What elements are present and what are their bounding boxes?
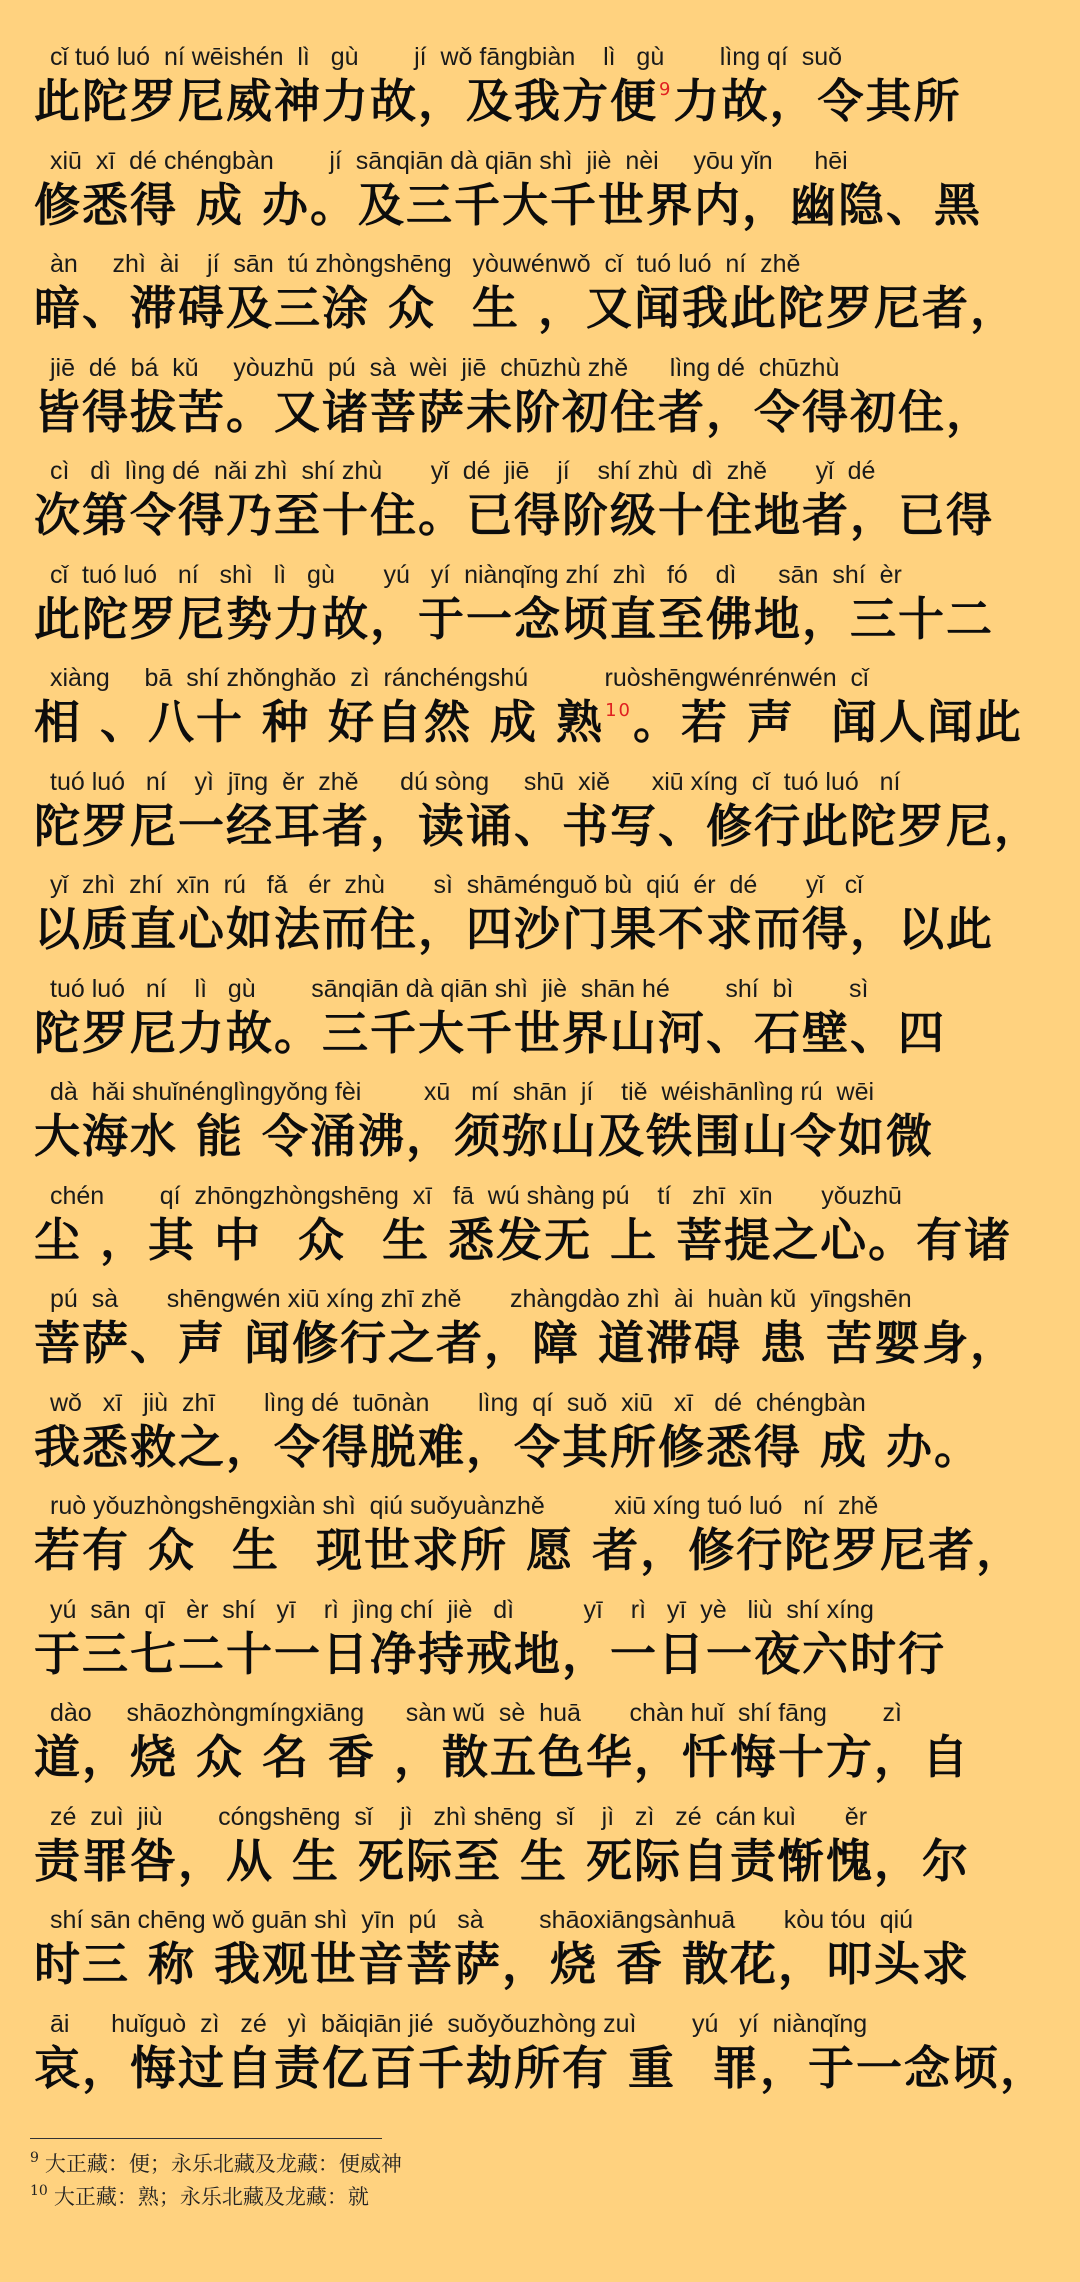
hanzi-segment: 尘 ，其 中 众 生 悉发无 上 菩提之心。有诸 bbox=[34, 1212, 1013, 1267]
hanzi-text bbox=[34, 1004, 946, 1062]
footnote-text: 大正藏：便；永乐北藏及龙藏：便威神 bbox=[44, 2152, 402, 2176]
pinyin-annotation: shí sān chēng wǒ guān shì yīn pú sà shāoxiāngsànhuā kòu tóu qiú bbox=[50, 1906, 914, 1934]
pinyin-annotation: jiē dé bá kǔ yòuzhū pú sà wèi jiē chūzhù zhě lìng dé chūzhù bbox=[50, 353, 840, 382]
hanzi-segment: 大海水 能 令涌沸，须弥山及铁围山令如微 bbox=[34, 1109, 935, 1163]
text-line bbox=[28, 1796, 1058, 1900]
text-line bbox=[28, 1071, 1058, 1175]
pinyin-annotation: chén qí zhōngzhòngshēng xī fā wú shàng pú tí zhī xīn yǒuzhū bbox=[50, 1181, 902, 1210]
pinyin-annotation: yǐ zhì zhí xīn rú fǎ ér zhù sì shāménguǒ bù qiú ér dé yǐ cǐ bbox=[50, 871, 863, 899]
hanzi-text bbox=[34, 1211, 1012, 1269]
pinyin-annotation: xiū xī dé chéngbàn jí sānqiān dà qiān shì jiè nèi yōu yǐn hēi bbox=[50, 146, 848, 175]
text-line bbox=[28, 968, 1058, 1072]
pinyin-annotation: dà hǎi shuǐnénglìngyǒng fèi xū mí shān jí tiě wéishānlìng rú wēi bbox=[50, 1078, 875, 1106]
hanzi-segment: 哀，悔过自责亿百千劫所有 重 罪，于一念顷， bbox=[34, 2040, 1049, 2095]
hanzi-text bbox=[34, 1728, 970, 1786]
footnote-number: 9 bbox=[30, 2150, 39, 2166]
hanzi-segment: 修悉得 成 办。及三千大千世界内，幽隐、黑 bbox=[34, 177, 983, 232]
footnotes bbox=[30, 2138, 1030, 2215]
pinyin-annotation: ruò yǒuzhòngshēngxiàn shì qiú suǒyuànzhě xiū xíng tuó luó ní zhě bbox=[50, 1492, 879, 1520]
pinyin-annotation: pú sà shēngwén xiū xíng zhī zhě zhàngdào zhì ài huàn kǔ yīngshēn bbox=[50, 1285, 912, 1313]
text-line bbox=[28, 347, 1058, 451]
hanzi-segment: 相 、八十 种 好自然 成 熟 bbox=[34, 695, 605, 749]
hanzi-text bbox=[34, 486, 994, 544]
hanzi-text bbox=[34, 1418, 982, 1476]
hanzi-text bbox=[34, 900, 994, 958]
hanzi-segment: 若有 众 生 现世求所 愿 者，修行陀罗尼者， bbox=[34, 1523, 1025, 1577]
hanzi-text bbox=[34, 1521, 1024, 1579]
footnote-divider bbox=[30, 2138, 382, 2139]
text-line bbox=[28, 243, 1058, 347]
hanzi-segment: 于三七二十一日净持戒地，一日一夜六时行 bbox=[34, 1626, 946, 1681]
hanzi-segment: 陀罗尼力故。三千大千世界山河、石壁、四 bbox=[34, 1005, 946, 1060]
pinyin-annotation: cǐ tuó luó ní shì lì gù yú yí niànqǐng zhí zhì fó dì sān shí èr bbox=[50, 560, 902, 589]
text-line bbox=[28, 1175, 1058, 1279]
text-line bbox=[28, 657, 1058, 761]
hanzi-text bbox=[34, 1107, 934, 1165]
text-line bbox=[28, 1692, 1058, 1796]
pinyin-annotation: àn zhì ài jí sān tú zhòngshēng yòuwénwǒ cǐ tuó luó ní zhě bbox=[50, 250, 801, 278]
hanzi-text bbox=[34, 279, 1018, 337]
hanzi-segment: 。若 声 闻人闻此 bbox=[632, 695, 1024, 749]
hanzi-segment: 以质直心如法而住，四沙门果不求而得，以此 bbox=[34, 902, 994, 956]
pinyin-annotation: wǒ xī jiù zhī lìng dé tuōnàn lìng qí suǒ xiū xī dé chéngbàn bbox=[50, 1388, 866, 1417]
pinyin-annotation: dào shāozhòngmíngxiāng sàn wǔ sè huā chàn huǐ shí fāng zì bbox=[50, 1699, 902, 1727]
text-line bbox=[28, 450, 1058, 554]
pinyin-annotation: xiàng bā shí zhǒnghǎo zì ránchéngshú ruòshēngwénrénwén cǐ bbox=[50, 664, 869, 692]
pinyin-annotation: zé zuì jiù cóngshēng sǐ jì zhì shēng sǐ jì zì zé cán kuì ěr bbox=[50, 1802, 868, 1831]
text-line bbox=[28, 1485, 1058, 1589]
hanzi-segment: 此陀罗尼威神力故，及我方便 bbox=[34, 74, 658, 128]
hanzi-segment: 责罪咎，从 生 死际至 生 死际自责惭愧，尔 bbox=[34, 1833, 971, 1888]
pinyin-annotation: āi huǐguò zì zé yì bǎiqiān jié suǒyǒuzhòng zuì yú yí niànqǐng bbox=[50, 2009, 868, 2038]
pinyin-annotation: tuó luó ní yì jīng ěr zhě dú sòng shū xiě xiū xíng cǐ tuó luó ní bbox=[50, 767, 901, 796]
text-line bbox=[28, 761, 1058, 865]
hanzi-segment: 我悉救之，令得脱难，令其所修悉得 成 办。 bbox=[34, 1419, 983, 1474]
text-line bbox=[28, 554, 1058, 658]
hanzi-segment: 次第令得乃至十住。已得阶级十住地者，已得 bbox=[34, 488, 994, 542]
scripture-text bbox=[28, 36, 1058, 2106]
hanzi-segment: 暗、滞碍及三涂 众 生 ，又闻我此陀罗尼者， bbox=[34, 281, 1019, 335]
hanzi-segment: 皆得拔苦。又诸菩萨未阶初住者，令得初住， bbox=[34, 384, 994, 439]
text-line bbox=[28, 36, 1058, 140]
hanzi-text bbox=[34, 1314, 1018, 1372]
text-line bbox=[28, 1382, 1058, 1486]
text-line bbox=[28, 1589, 1058, 1693]
hanzi-text bbox=[34, 383, 994, 441]
pinyin-annotation: tuó luó ní lì gù sānqiān dà qiān shì jiè shān hé shí bì sì bbox=[50, 974, 869, 1003]
pinyin-annotation: yú sān qī èr shí yī rì jìng chí jiè dì yī rì yī yè liù shí xíng bbox=[50, 1595, 874, 1624]
hanzi-text bbox=[34, 797, 1042, 855]
hanzi-text bbox=[34, 72, 961, 141]
hanzi-text bbox=[34, 1935, 970, 1993]
text-line bbox=[28, 1899, 1058, 2003]
hanzi-text bbox=[34, 590, 994, 648]
hanzi-text bbox=[34, 1832, 970, 1890]
pinyin-annotation: cì dì lìng dé nǎi zhì shí zhù yǐ dé jiē jí shí zhù dì zhě yǐ dé bbox=[50, 457, 876, 485]
text-line bbox=[28, 864, 1058, 968]
hanzi-segment: 菩萨、声 闻修行之者，障 道滞碍 患 苦婴身， bbox=[34, 1316, 1019, 1370]
hanzi-segment: 时三 称 我观世音菩萨，烧 香 散花，叩头求 bbox=[34, 1937, 971, 1991]
hanzi-segment: 此陀罗尼势力故，于一念顷直至佛地，三十二 bbox=[34, 591, 994, 646]
text-line bbox=[28, 1278, 1058, 1382]
footnote-text: 大正藏：熟；永乐北藏及龙藏：就 bbox=[53, 2185, 369, 2209]
footnote-number: 10 bbox=[30, 2183, 48, 2199]
hanzi-segment: 力故，令其所 bbox=[673, 74, 962, 128]
text-line bbox=[28, 2003, 1058, 2107]
hanzi-text bbox=[34, 2039, 1048, 2097]
footnote-10 bbox=[30, 2182, 1030, 2215]
footnote-9 bbox=[30, 2149, 1030, 2182]
hanzi-segment: 陀罗尼一经耳者，读诵、书写、修行此陀罗尼， bbox=[34, 798, 1042, 853]
hanzi-segment: 道，烧 众 名 香 ，散五色华，忏悔十方，自 bbox=[34, 1730, 971, 1784]
footnote-marker[interactable]: 9 bbox=[659, 79, 673, 100]
text-line bbox=[28, 140, 1058, 244]
hanzi-text bbox=[34, 176, 982, 234]
hanzi-text bbox=[34, 1625, 946, 1683]
pinyin-annotation: cǐ tuó luó ní wēishén lì gù jí wǒ fāngbiàn lì gù lìng qí suǒ bbox=[50, 43, 843, 71]
hanzi-text bbox=[34, 693, 1023, 762]
footnote-marker[interactable]: 10 bbox=[605, 700, 632, 721]
